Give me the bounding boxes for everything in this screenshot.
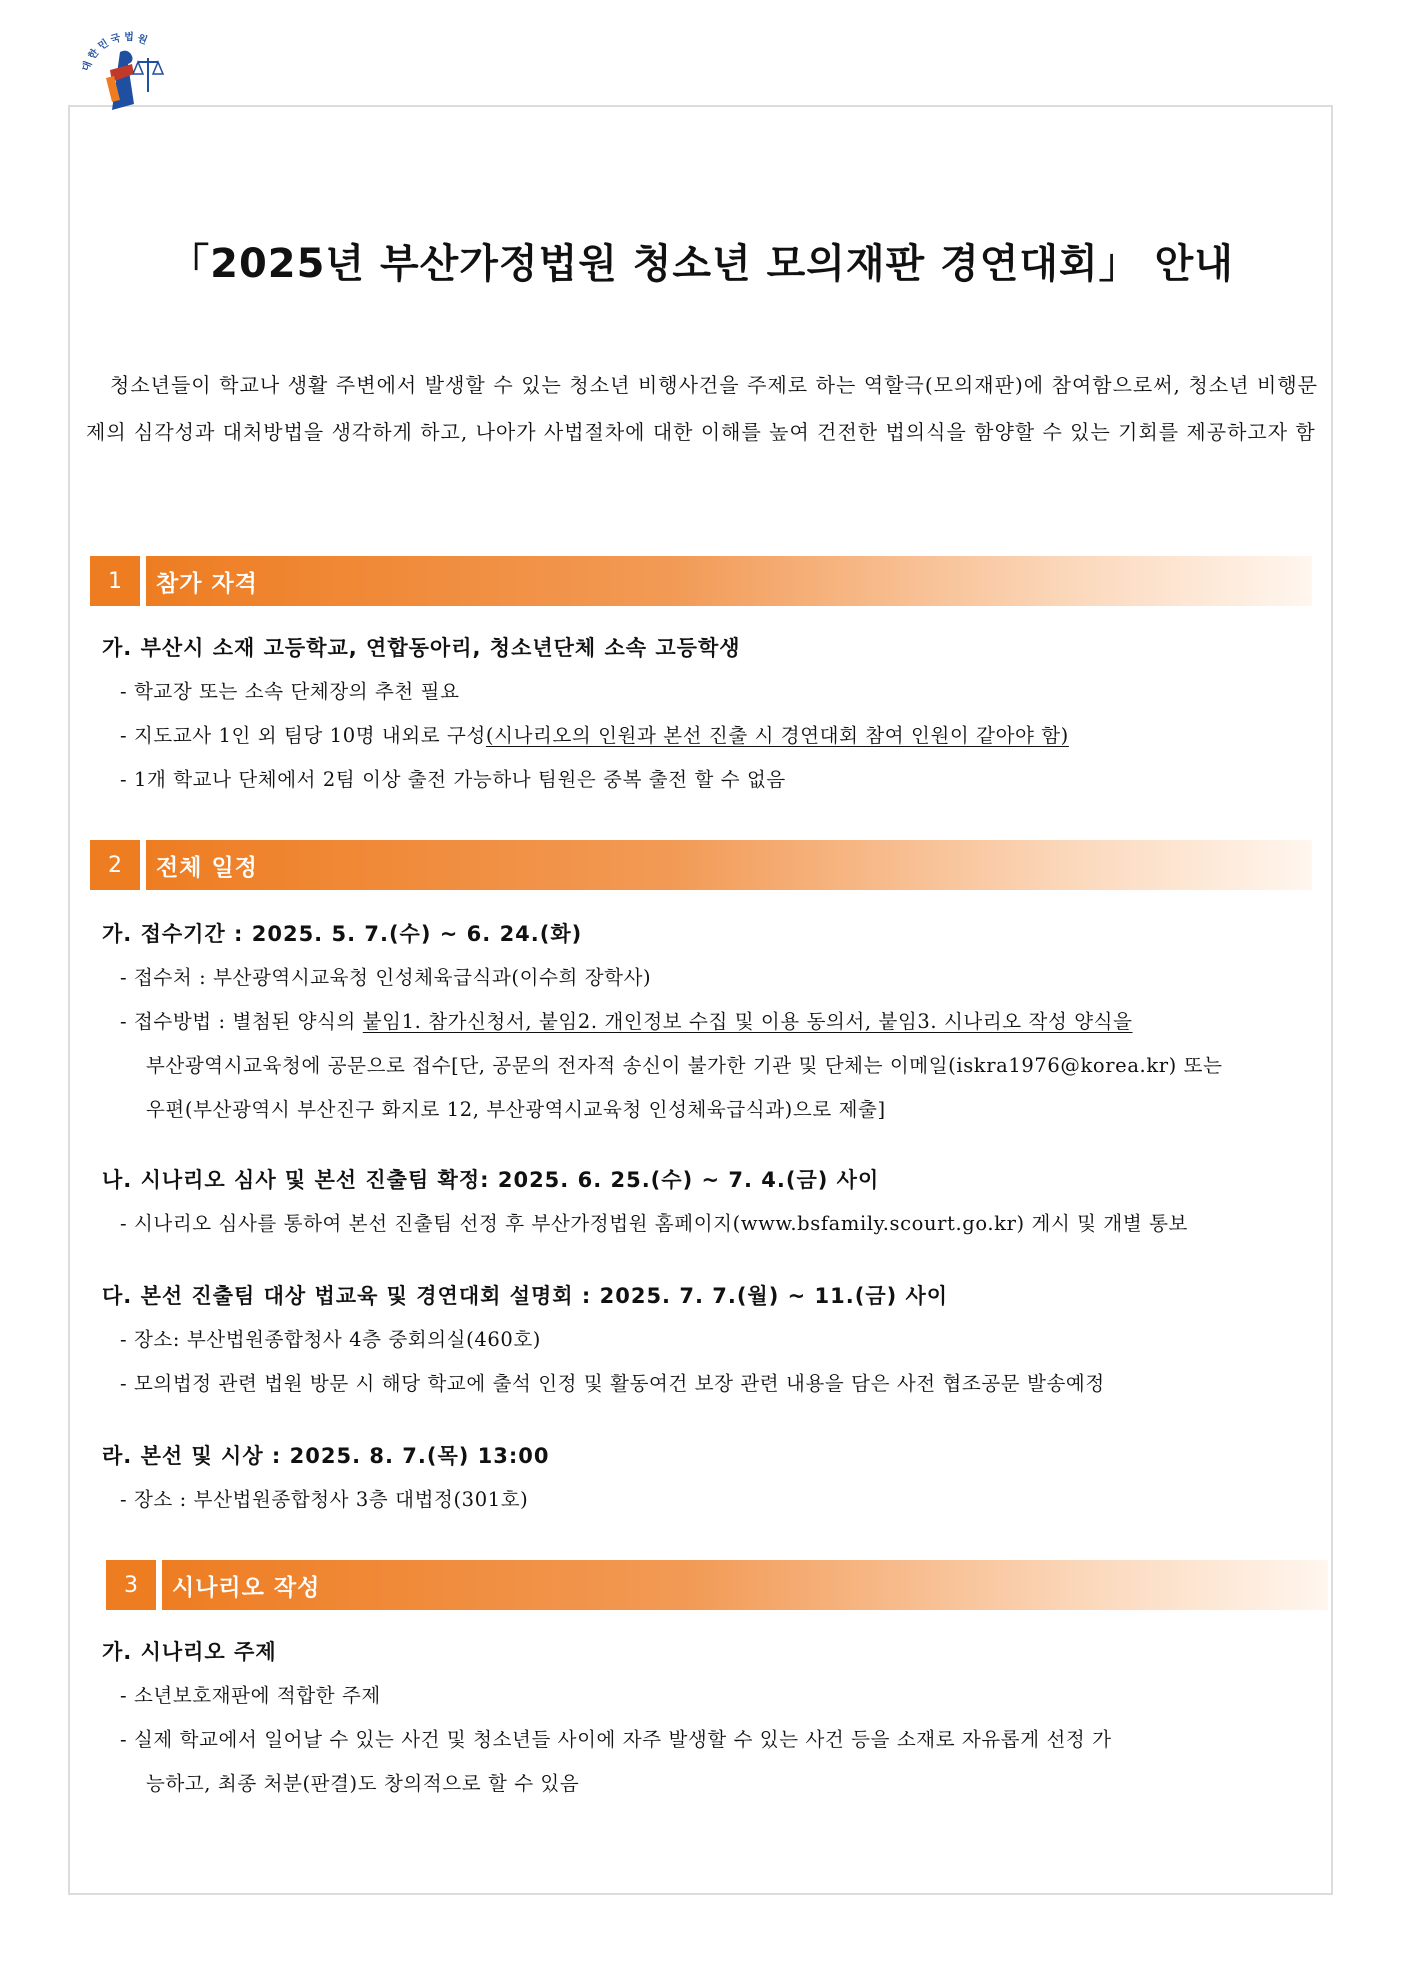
sub-heading: 가. 시나리오 주제	[102, 1640, 277, 1664]
list-item: - 학교장 또는 소속 단체장의 추천 필요	[120, 680, 460, 703]
list-item: - 시나리오 심사를 통하여 본선 진출팀 선정 후 부산가정법원 홈페이지(www.bsfamily.scourt.go.kr) 게시 및 개별 통보	[120, 1212, 1188, 1235]
svg-text:대한민국법원	[79, 30, 152, 73]
section-number: 2	[90, 840, 140, 890]
section-header-1	[90, 556, 1312, 606]
list-item: - 장소 : 부산법원종합청사 3층 대법정(301호)	[120, 1488, 529, 1511]
page-title: 「2025년 부산가정법원 청소년 모의재판 경연대회」 안내	[169, 241, 1234, 287]
list-item-text: - 접수방법 : 별첨된 양식의	[120, 1010, 363, 1033]
list-item: - 소년보호재판에 적합한 주제	[120, 1684, 381, 1707]
section-title: 전체 일정	[146, 840, 1312, 890]
list-item: - 1개 학교나 단체에서 2팀 이상 출전 가능하나 팀원은 중복 출전 할 수 없음	[120, 768, 786, 791]
list-item-text: - 지도교사 1인 외 팀당 10명 내외로 구성	[120, 724, 486, 747]
list-item-continuation: 부산광역시교육청에 공문으로 접수[단, 공문의 전자적 송신이 불가한 기관 및 단체는 이메일(iskra1976@korea.kr) 또는	[146, 1054, 1223, 1077]
intro-text: 청소년들이 학교나 생활 주변에서 발생할 수 있는 청소년 비행사건을 주제로 하는 역할극(모의재판)에 참여함으로써, 청소년 비행문제의 심각성과 대처방법을 생각하게 하고, 나아가 사법절차에 대한 이해를 높여 건전한 법의식을 함양할 수 있는 기회를 제공하고자 함	[86, 373, 1318, 444]
section-number: 3	[106, 1560, 156, 1610]
sub-heading: 가. 접수기간 : 2025. 5. 7.(수) ~ 6. 24.(화)	[102, 922, 583, 946]
list-item: - 모의법정 관련 법원 방문 시 해당 학교에 출석 인정 및 활동여건 보장 관련 내용을 담은 사전 협조공문 발송예정	[120, 1372, 1105, 1395]
list-item-continuation: 우편(부산광역시 부산진구 화지로 12, 부산광역시교육청 인성체육급식과)으로 제출]	[146, 1098, 886, 1121]
list-item-continuation: 능하고, 최종 처분(판결)도 창의적으로 할 수 있음	[146, 1772, 580, 1795]
list-item: - 접수처 : 부산광역시교육청 인성체육급식과(이수희 장학사)	[120, 966, 652, 989]
list-item	[120, 720, 1069, 748]
sub-heading: 나. 시나리오 심사 및 본선 진출팀 확정: 2025. 6. 25.(수) ~ 7. 4.(금) 사이	[102, 1168, 880, 1192]
list-item: - 장소: 부산법원종합청사 4층 중회의실(460호)	[120, 1328, 541, 1351]
emblem-text: 대한민국법원	[80, 31, 152, 73]
sub-heading: 다. 본선 진출팀 대상 법교육 및 경연대회 설명회 : 2025. 7. 7.(월) ~ 11.(금) 사이	[102, 1284, 949, 1308]
section-title: 참가 자격	[146, 556, 1312, 606]
underlined-note: (시나리오의 인원과 본선 진출 시 경연대회 참여 인원이 같아야 함)	[485, 724, 1069, 747]
intro-paragraph	[86, 362, 1318, 456]
court-emblem-icon	[60, 22, 190, 122]
section-header-2	[90, 840, 1312, 890]
underlined-note: 붙임1. 참가신청서, 붙임2. 개인정보 수집 및 이용 동의서, 붙임3. 시나리오 작성 양식을	[362, 1010, 1133, 1033]
sub-heading: 가. 부산시 소재 고등학교, 연합동아리, 청소년단체 소속 고등학생	[102, 636, 741, 660]
list-item: - 실제 학교에서 일어날 수 있는 사건 및 청소년들 사이에 자주 발생할 수 있는 사건 등을 소재로 자유롭게 선정 가	[120, 1728, 1112, 1751]
sub-heading: 라. 본선 및 시상 : 2025. 8. 7.(목) 13:00	[102, 1444, 550, 1468]
section-number: 1	[90, 556, 140, 606]
section-title: 시나리오 작성	[162, 1560, 1328, 1610]
list-item	[120, 1006, 1133, 1034]
section-header-3	[106, 1560, 1328, 1610]
